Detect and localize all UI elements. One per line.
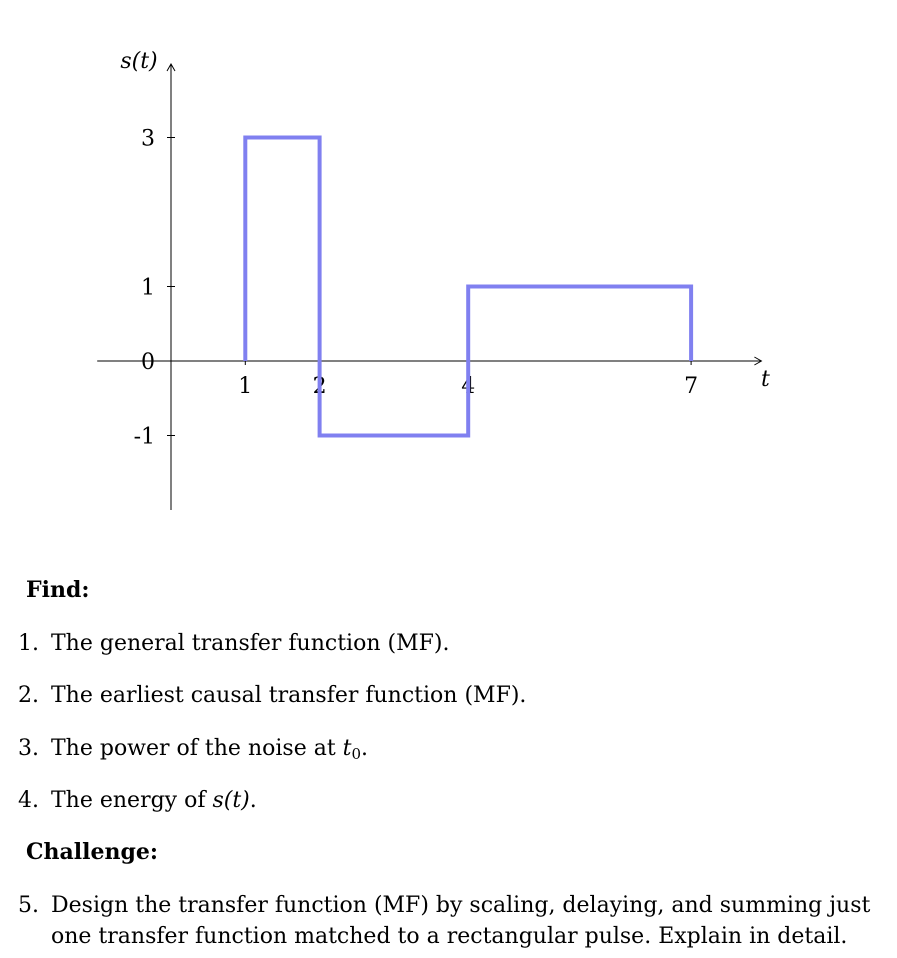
question-3-text-pre: The power of the noise at — [51, 736, 343, 761]
question-1 — [18, 628, 893, 659]
question-2 — [18, 680, 893, 711]
question-4-text — [51, 785, 893, 816]
question-4-var: s(t) — [212, 788, 250, 813]
y-tick-label: -1 — [133, 424, 155, 450]
y-axis-label: s(t) — [120, 49, 158, 74]
y-tick-label: 0 — [141, 350, 155, 375]
question-2-number: 2. — [18, 683, 39, 708]
question-1-number: 1. — [18, 631, 39, 656]
question-3-subscript: 0 — [351, 745, 362, 763]
question-4-number: 4. — [18, 788, 39, 813]
question-4-text-pre: The energy of — [51, 788, 213, 813]
x-axis-label: t — [760, 367, 770, 392]
y-tick-label: 3 — [141, 126, 155, 152]
x-tick-label: 2 — [312, 374, 327, 399]
x-tick-label: 1 — [238, 374, 253, 399]
y-tick-label: 1 — [141, 275, 155, 301]
question-2-text: The earliest causal transfer function (MF). — [51, 683, 527, 708]
question-4 — [18, 785, 893, 816]
x-tick-label: 4 — [461, 374, 476, 399]
question-1-text: The general transfer function (MF). — [51, 631, 450, 656]
question-3-number: 3. — [18, 736, 39, 761]
x-tick-label: 7 — [684, 374, 699, 399]
question-5-text: Design the transfer function (MF) by scaling, delaying, and summing just one transfer function matched to a rectangular pulse. Explain in detail. — [51, 893, 871, 949]
question-5-number: 5. — [18, 893, 39, 918]
question-4-text-post: . — [249, 788, 257, 813]
find-heading: Find: — [26, 577, 90, 603]
y-ticks — [134, 127, 175, 450]
question-3-text — [51, 733, 893, 764]
question-3 — [18, 733, 893, 764]
question-5 — [18, 890, 893, 952]
challenge-heading: Challenge: — [26, 839, 158, 865]
question-3-var: t — [342, 736, 352, 761]
question-3-text-post: . — [361, 736, 369, 761]
